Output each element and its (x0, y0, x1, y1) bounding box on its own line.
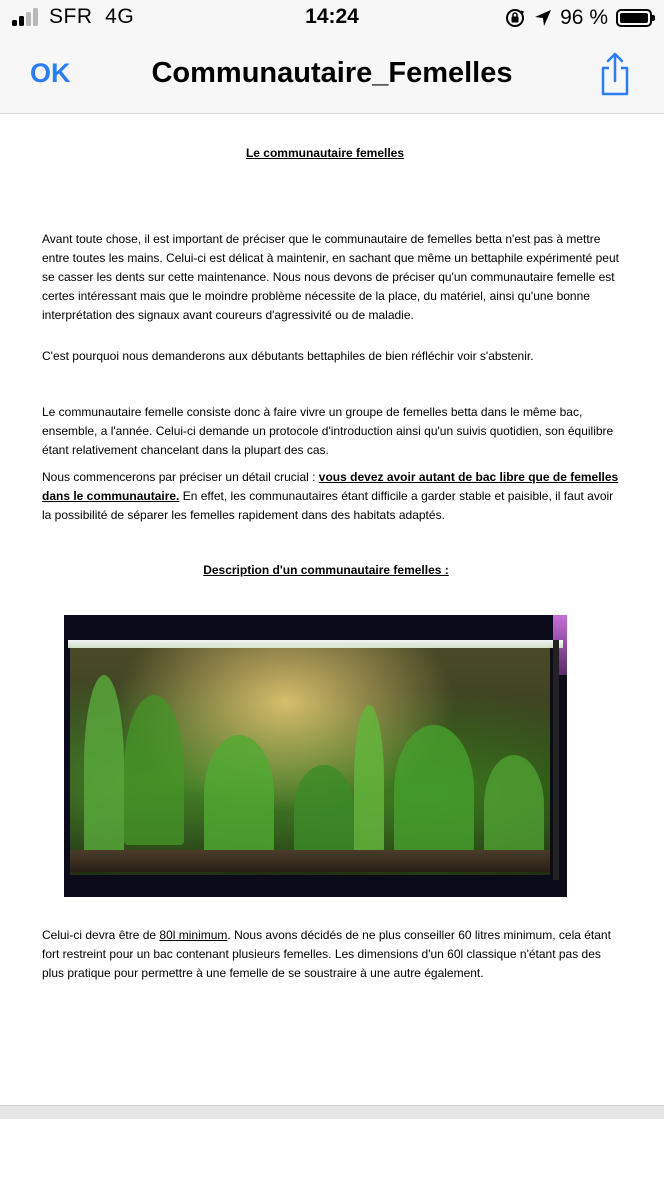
ok-button[interactable]: OK (30, 58, 71, 88)
crucial-detail-intro: Nous commencerons par préciser un détail crucial : (42, 470, 319, 484)
crucial-detail-rest: En effet, les communautaires étant difficile a garder stable et paisible, il faut avoir la possibilité de séparer les femelles rapidement dans des habitats adaptés. (42, 489, 614, 522)
crucial-detail-emphasis: vous devez avoir autant de bac libre que de femelles dans le communautaire. (42, 470, 619, 503)
status-indicators (504, 6, 652, 30)
orientation-lock-icon (504, 7, 526, 29)
section-heading-description: Description d'un communautaire femelles : (203, 563, 449, 577)
status-time: 14:24 (305, 5, 359, 28)
document-bottom-separator (0, 1105, 664, 1119)
tank-size-rest: . Nous avons décidés de ne plus conseiller 60 litres minimum, cela étant fort restreint pour un bac contenant plusieurs femelles. Les dimensions d'un 60l classique n'étant pas des plus pratique pour permettre à une femelle de se soustraire à une autre également. (42, 928, 611, 980)
paragraph-intro: Avant toute chose, il est important de préciser que le communautaire de femelles betta n'est pas à mettre entre toutes les mains. Celui-ci est délicat à maintenir, en sachant que même un bettaphile expérimenté peut se casser les dents sur cette maintenance. Nous nous devons de préciser qu'un communautaire femelle est certes intéressant mais que le moindre problème nécessite de la place, du matériel, ainsi qu'une bonne interprétation des signaux avant coureurs d'agressivité ou de maladie. (42, 232, 619, 322)
document-name-title: Communautaire_Femelles (151, 57, 513, 89)
network-type: 4G (105, 5, 135, 28)
battery-percent: 96 % (560, 6, 608, 29)
share-icon (596, 50, 634, 98)
location-arrow-icon (532, 7, 554, 29)
paragraph-tank-size (42, 926, 620, 983)
bottom-toolbar (0, 1119, 664, 1181)
paragraph-definition: Le communautaire femelle consiste donc à faire vivre un groupe de femelles betta dans le même bac, ensemble, a l'année. Celui-ci demande un protocole d'introduction ainsi qu'un suivis quotidien, son équilibre étant relativement chancelant dans la plupart des cas. (42, 405, 614, 457)
battery-icon (616, 9, 652, 27)
document-heading: Le communautaire femelles (245, 146, 405, 160)
document-page[interactable] (0, 115, 664, 1105)
share-button[interactable] (596, 50, 634, 98)
paragraph-crucial-detail (42, 468, 620, 525)
navigation-bar (0, 36, 664, 114)
status-bar (0, 0, 664, 36)
paragraph-warning: C'est pourquoi nous demanderons aux débutants bettaphiles de bien réfléchir voir s'abstenir. (42, 349, 534, 363)
tank-size-intro: Celui-ci devra être de (42, 928, 160, 942)
aquarium-photo (64, 615, 567, 897)
carrier-name: SFR (49, 5, 93, 28)
tank-size-minimum: 80l minimum (159, 928, 228, 942)
